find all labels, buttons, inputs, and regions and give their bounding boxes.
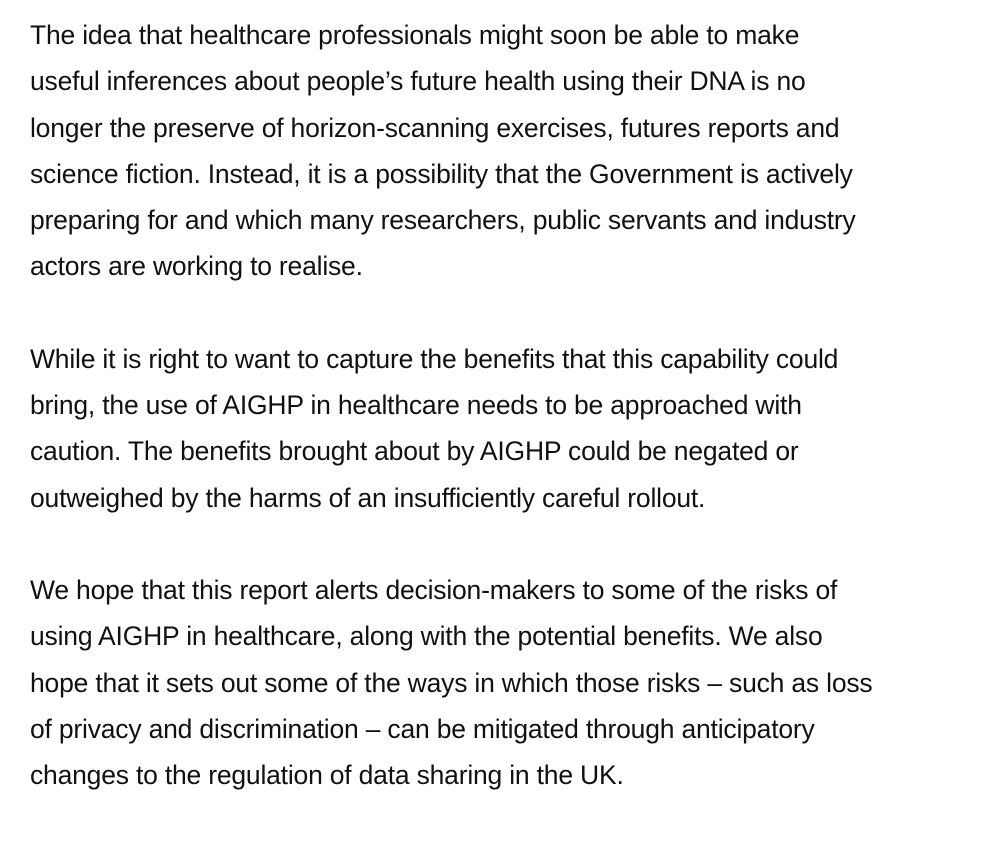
- paragraph-hope: [30, 567, 1000, 798]
- text-line: longer the preserve of horizon-scanning exercises, futures reports and: [30, 112, 840, 143]
- text-line: We hope that this report alerts decision-makers to some of the risks of: [30, 574, 838, 605]
- text-line: using AIGHP in healthcare, along with the potential benefits. We also: [30, 621, 823, 652]
- text-line: outweighed by the harms of an insufficiently careful rollout.: [30, 482, 706, 513]
- text-line: While it is right to want to capture the benefits that this capability could: [30, 343, 839, 374]
- text-line: caution. The benefits brought about by AIGHP could be negated or: [30, 436, 799, 467]
- text-line: bring, the use of AIGHP in healthcare needs to be approached with: [30, 390, 802, 421]
- text-line: useful inferences about people’s future health using their DNA is no: [30, 66, 806, 97]
- article-body: [30, 12, 1000, 798]
- text-line: hope that it sets out some of the ways in which those risks – such as loss: [30, 667, 873, 698]
- text-line: actors are working to realise.: [30, 251, 363, 282]
- text-line: The idea that healthcare professionals might soon be able to make: [30, 20, 800, 50]
- paragraph-caution: [30, 336, 1000, 521]
- text-line: science fiction. Instead, it is a possibility that the Government is actively: [30, 158, 853, 189]
- paragraph-intro: [30, 12, 1000, 290]
- text-line: changes to the regulation of data sharing in the UK.: [30, 760, 624, 791]
- text-line: preparing for and which many researchers, public servants and industry: [30, 205, 856, 236]
- text-line: of privacy and discrimination – can be mitigated through anticipatory: [30, 713, 815, 744]
